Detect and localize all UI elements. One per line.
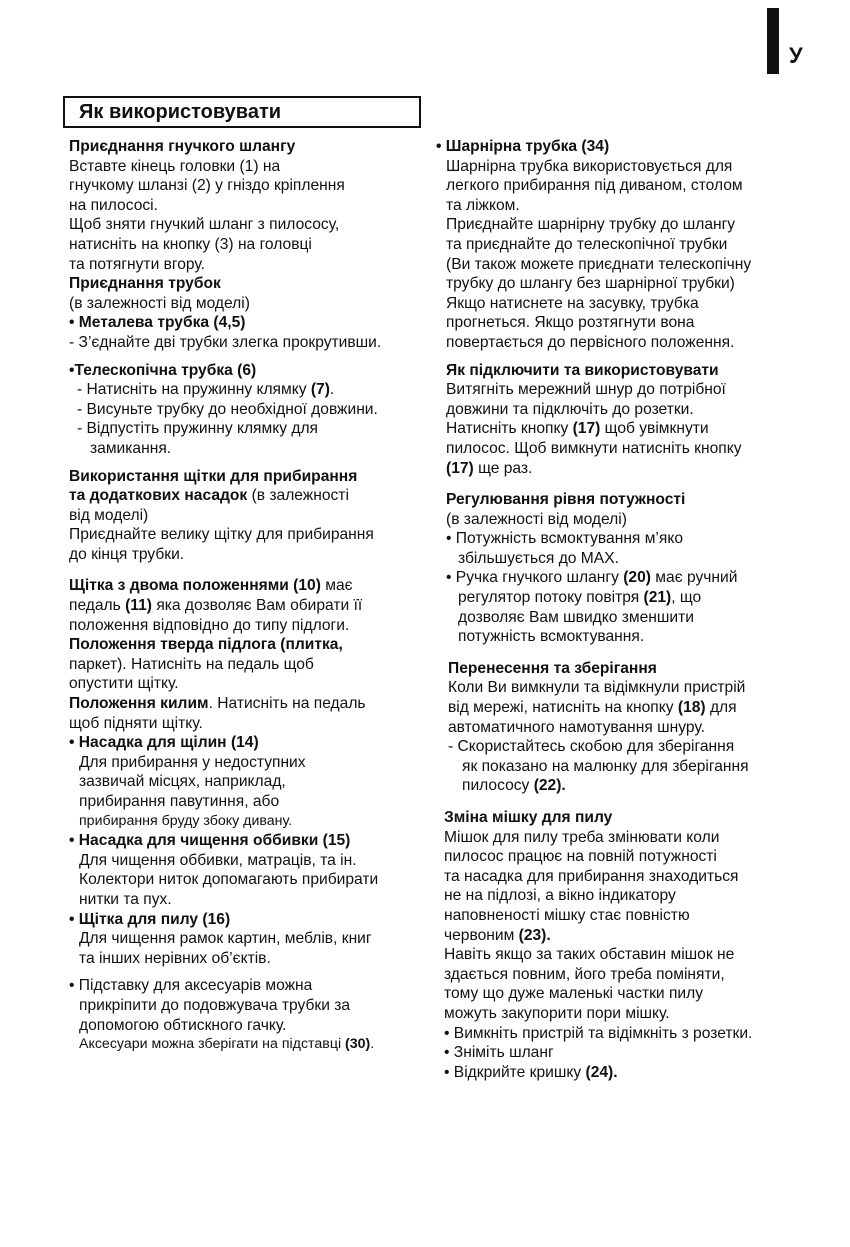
text-line: - Скористайтесь скобою для зберігання [448, 738, 735, 756]
text-line: можуть закупорити пори мішку. [444, 1004, 670, 1022]
bullet-dust-brush: • Щітка для пилу (16) [69, 910, 231, 928]
text-line: тому що дуже маленькі частки пилу [444, 985, 704, 1003]
heading-storage: Перенесення та зберігання [448, 659, 657, 677]
heading-hard-floor: Положення тверда підлога (плитка, [69, 636, 343, 654]
text-line: • Ручка гнучкого шлангу (20) має ручний [446, 569, 738, 587]
text-line: Натисніть кнопку (17) щоб увімкнути [446, 420, 709, 438]
text-line: на пилососі. [69, 196, 158, 214]
text-line: повертається до первісного положення. [446, 333, 735, 351]
text-line: довжини та підключіть до розетки. [446, 400, 694, 418]
text-line: положення відповідно до типу підлоги. [69, 616, 350, 634]
text-line: червоним (23). [444, 926, 551, 944]
text-line: • Потужність всмоктування м’яко [446, 530, 684, 548]
text-line: • Відкрийте кришку (24). [444, 1063, 618, 1081]
text-line: натисніть на кнопку (3) на головці [69, 235, 312, 253]
text-line: • Зніміть шланг [444, 1044, 554, 1062]
section-title: Як використовувати [63, 96, 421, 128]
text-line: Витягніть мережний шнур до потрібної [446, 381, 726, 399]
text-line: паркет). Натисніть на педаль щоб [69, 655, 314, 673]
text-line: та потягнути вгору. [69, 255, 205, 273]
text-line: (17) ще раз. [446, 459, 533, 477]
text-line: • Вимкніть пристрій та відімкніть з розетки. [444, 1024, 753, 1042]
text-line: Для чищення оббивки, матраців, та ін. [79, 851, 357, 869]
text-line: - Відпустіть пружинну клямку для [77, 420, 318, 438]
text-line: - Натисніть на пружинну клямку (7). [77, 381, 335, 399]
text-line: та приєднайте до телескопічної трубки [446, 235, 728, 253]
text-line: педаль (11) яка дозволяє Вам обирати її [69, 597, 363, 615]
text-line: зазвичай місцях, наприклад, [79, 773, 286, 791]
text-line: пилосос. Щоб вимкнути натисніть кнопку [446, 439, 742, 457]
text-line: допомогою обтискного гачку. [79, 1016, 287, 1034]
bullet-accessory-holder: • Підставку для аксесуарів можна [69, 977, 313, 995]
text-line: трубку до шлангу без шарнірної трубки) [446, 275, 735, 293]
text-line: не на підлозі, а вікно індикатору [444, 887, 676, 905]
bullet-hinged-tube: • Шарнірна трубка (34) [436, 138, 610, 155]
text-line: Щоб зняти гнучкий шланг з пилососу, [69, 216, 340, 234]
text-line: від моделі) [69, 506, 149, 524]
right-column [436, 137, 752, 1082]
text-line: прогнеться. Якщо розтягнути вона [446, 314, 695, 332]
text-line: пилосос працює на повній потужності [444, 848, 717, 866]
language-marker-bar [767, 8, 779, 74]
heading-tubes: Приєднання трубок [69, 275, 221, 293]
text-line: - З’єднайте дві трубки злегка прокрутивши. [69, 333, 382, 351]
text-line: та інших нерівних об’єктів. [79, 949, 271, 967]
heading-dust-bag: Зміна мішку для пилу [444, 809, 613, 826]
text-line: (в залежності від моделі) [446, 510, 627, 528]
bullet-telescopic-tube: •Телескопічна трубка (6) [69, 361, 257, 379]
text-line: Щітка з двома положеннями (10) має [69, 577, 353, 595]
text-line: регулятор потоку повітря (21), що [458, 589, 702, 607]
text-line: та ліжком. [446, 196, 520, 214]
text-line: від мережі, натисніть на кнопку (18) для [448, 699, 737, 717]
text-line: потужність всмоктування. [458, 628, 645, 646]
heading-power: Регулювання рівня потужності [446, 491, 686, 509]
text-line: щоб підняти щітку. [69, 714, 203, 732]
text-line: Приєднайте велику щітку для прибирання [69, 526, 374, 544]
text-line: (в залежності від моделі) [69, 294, 250, 312]
text-line: легкого прибирання під диваном, столом [446, 177, 743, 195]
heading-brush: Використання щітки для прибирання [69, 467, 358, 485]
text-line: Мішок для пилу треба змінювати коли [444, 828, 720, 846]
heading-hose: Приєднання гнучкого шлангу [69, 138, 296, 155]
text-line: - Висуньте трубку до необхідної довжини. [77, 400, 378, 418]
text-line: до кінця трубки. [69, 545, 185, 563]
text-line: прикріпити до подовжувача трубки за [79, 996, 351, 1014]
text-line: Якщо натиснете на засувку, трубка [446, 294, 699, 312]
text-line: автоматичного намотування шнуру. [448, 718, 705, 736]
text-line: Навіть якщо за таких обставин мішок не [444, 946, 735, 964]
text-line: Коли Ви вимкнули та відімкнули пристрій [448, 679, 746, 697]
text-line: Шарнірна трубка використовується для [446, 157, 733, 175]
text-line: Вставте кінець головки (1) на [69, 157, 281, 175]
language-code: У [789, 43, 803, 68]
text-line: (Ви також можете приєднати телескопічну [446, 255, 752, 273]
text-line: гнучкому шланзі (2) у гніздо кріплення [69, 177, 345, 195]
text-line: замикання. [90, 439, 172, 457]
text-line: Для прибирання у недоступних [79, 753, 306, 771]
bullet-upholstery-tool: • Насадка для чищення оббивки (15) [69, 832, 351, 850]
text-line: як показано на малюнку для зберігання [462, 757, 749, 775]
text-line: прибирання павутиння, або [79, 793, 280, 810]
text-line: нитки та пух. [79, 890, 172, 908]
text-line: та додаткових насадок (в залежності [69, 487, 349, 505]
text-line: збільшується до MAX. [458, 549, 619, 567]
bullet-crevice-tool: • Насадка для щілин (14) [69, 734, 259, 752]
text-line: прибирання бруду збоку дивану. [79, 812, 293, 829]
left-column [69, 137, 381, 1055]
text-line: Колектори ниток допомагають прибирати [79, 871, 379, 889]
text-line: дозволяє Вам швидко зменшити [458, 608, 694, 626]
text-line: Приєднайте шарнірну трубку до шлангу [446, 216, 736, 234]
bullet-metal-tube: • Металева трубка (4,5) [69, 314, 246, 332]
text-line: Положення килим. Натисніть на педаль [69, 695, 366, 713]
text-line: наповненості мішку стає повністю [444, 906, 690, 924]
heading-connect: Як підключити та використовувати [446, 361, 719, 379]
text-line: Аксесуари можна зберігати на підставці (30). [79, 1036, 375, 1053]
text-line: опустити щітку. [69, 675, 179, 693]
text-line: здається повним, його треба поміняти, [444, 965, 725, 983]
text-line: та насадка для прибирання знаходиться [444, 867, 739, 885]
text-line: пилососу (22). [462, 777, 566, 795]
text-line: Для чищення рамок картин, меблів, книг [79, 930, 372, 948]
